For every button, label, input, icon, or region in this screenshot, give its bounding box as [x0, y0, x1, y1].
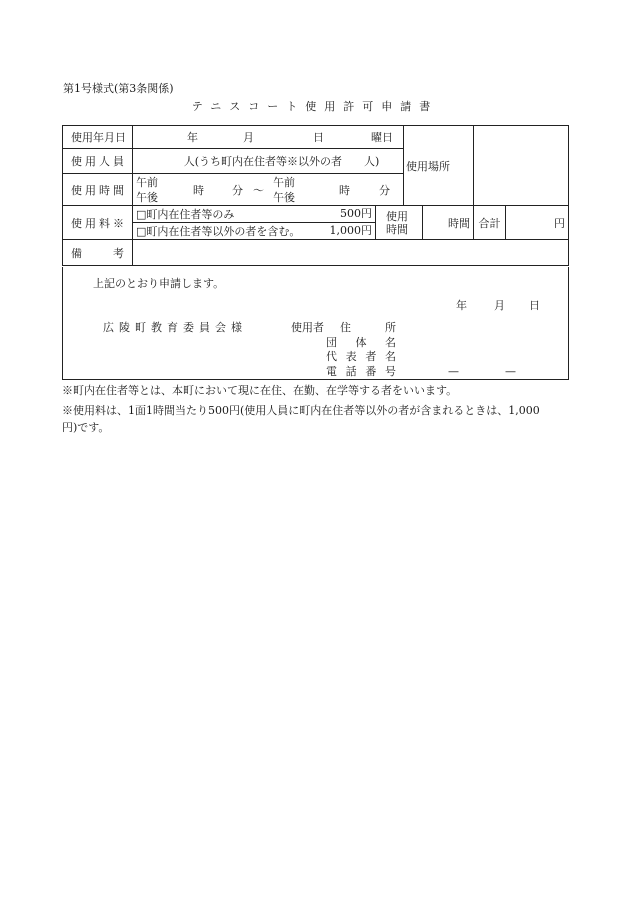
usage-date-label: 使用年月日 — [63, 126, 133, 149]
date-year-unit: 年 — [187, 131, 198, 144]
date-day-unit: 日 — [313, 131, 324, 144]
usage-place-field[interactable] — [474, 126, 569, 206]
start-pm: 午後 — [136, 191, 158, 204]
end-am: 午前 — [273, 176, 295, 189]
fee-option-residents-only-checkbox-label: □町内在住者等のみ — [136, 208, 235, 221]
date-month-unit: 月 — [243, 131, 254, 144]
fee-total-field[interactable]: 円 — [506, 206, 569, 240]
fee-hours-field[interactable]: 時間 — [423, 206, 474, 240]
end-minute-unit: 分 — [379, 184, 390, 197]
phone-dash-2: — — [505, 365, 516, 378]
start-minute-unit: 分 — [232, 184, 243, 197]
phone-number-label: 電話番号 — [326, 365, 396, 378]
note-fee-line2: 円)です。 — [62, 421, 110, 434]
phone-dash-1: — — [448, 365, 459, 378]
fee-option-residents-only[interactable] — [133, 206, 376, 223]
usage-place-label — [404, 126, 474, 206]
remarks-field[interactable] — [133, 240, 569, 266]
form-title: テニスコート使用許可申請書 — [191, 100, 439, 113]
date-weekday-unit: 曜日 — [371, 131, 393, 144]
fee-usage-time-label — [376, 206, 423, 240]
fee-usage-time-label-text: 使用時間 — [386, 209, 408, 236]
recipient: 広陵町教育委員会様 — [103, 321, 247, 334]
note-fee-line1: ※使用料は、1面1時間当たり500円(使用人員に町内在住者等以外の者が含まれるときは、1,000 — [62, 404, 540, 417]
end-pm: 午後 — [273, 191, 295, 204]
application-statement-box — [62, 267, 569, 380]
fee-option-residents-only-price: 500円 — [340, 207, 372, 220]
fee-total-label: 合計 — [474, 206, 506, 240]
remarks-label: 備考 — [63, 240, 133, 266]
application-table — [62, 125, 569, 266]
fee-option-includes-non-residents-price: 1,000円 — [329, 224, 372, 237]
application-date-day: 日 — [529, 299, 540, 312]
form-number: 第1号様式(第3条関係) — [63, 82, 174, 95]
applicant-label: 使用者 — [291, 321, 324, 334]
usage-people-field[interactable]: 人(うち町内在住者等※以外の者 人) — [133, 149, 404, 174]
application-date-month: 月 — [494, 299, 505, 312]
group-name-label: 団体名 — [326, 336, 396, 349]
application-statement: 上記のとおり申請します。 — [93, 277, 225, 290]
end-hour-unit: 時 — [339, 184, 350, 197]
start-hour-unit: 時 — [193, 184, 204, 197]
usage-time-label: 使用時間 — [63, 174, 133, 206]
usage-people-label: 使用人員 — [63, 149, 133, 174]
fee-option-includes-non-residents[interactable] — [133, 223, 376, 240]
application-date-year: 年 — [456, 299, 467, 312]
usage-fee-label: 使用料※ — [63, 206, 133, 240]
note-residents-definition: ※町内在住者等とは、本町において現に在住、在勤、在学等する者をいいます。 — [62, 384, 458, 397]
usage-place-label-text: 使用場所 — [406, 159, 450, 173]
representative-name-label: 代表者名 — [326, 350, 396, 363]
start-am: 午前 — [136, 176, 158, 189]
time-range-tilde: ～ — [253, 184, 264, 197]
usage-time-field[interactable] — [133, 174, 404, 206]
address-label: 住所 — [340, 321, 396, 334]
fee-option-includes-non-residents-checkbox-label: □町内在住者等以外の者を含む。 — [136, 225, 301, 238]
usage-date-field[interactable] — [133, 126, 404, 149]
